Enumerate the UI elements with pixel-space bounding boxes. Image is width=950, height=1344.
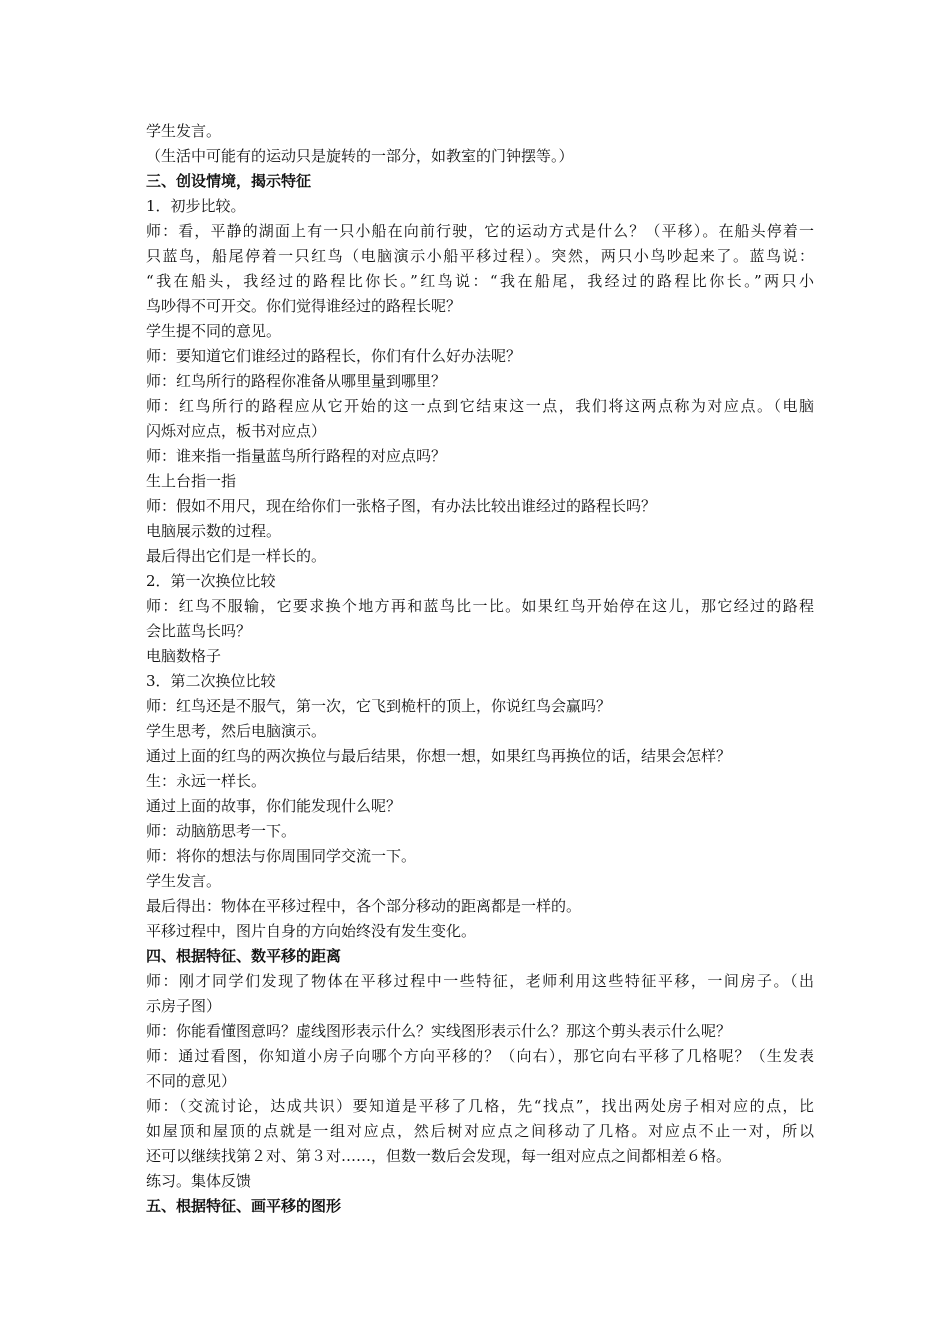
- body-line: 2．第一次换位比较: [146, 572, 276, 590]
- body-line: “我在船头，我经过的路程比你长。”红鸟说：“我在船尾，我经过的路程比你长。”两只小: [146, 272, 814, 290]
- body-line: 练习。集体反馈: [146, 1172, 252, 1190]
- section-heading: 四、根据特征、数平移的距离: [146, 947, 342, 965]
- body-line: 示房子图）: [146, 997, 222, 1015]
- body-line: 鸟吵得不可开交。你们觉得谁经过的路程长呢？: [146, 297, 462, 315]
- body-line: 生：永远一样长。: [146, 772, 267, 790]
- body-line: 通过上面的红鸟的两次换位与最后结果，你想一想，如果红鸟再换位的话，结果会怎样？: [146, 747, 732, 765]
- section-heading: 三、创设情境，揭示特征: [146, 172, 312, 190]
- body-line: 电脑展示数的过程。: [146, 522, 282, 540]
- body-line: 师：动脑筋思考一下。: [146, 822, 297, 840]
- body-line: 师：（交流讨论，达成共识）要知道是平移了几格，先“找点”，找出两处房子相对应的点，比: [146, 1097, 814, 1115]
- body-line: 通过上面的故事，你们能发现什么呢？: [146, 797, 402, 815]
- body-line: 生上台指一指: [146, 472, 237, 490]
- section-heading: 五、根据特征、画平移的图形: [146, 1197, 342, 1215]
- body-line: 师：谁来指一指量蓝鸟所行路程的对应点吗？: [146, 447, 447, 465]
- body-line: 学生发言。: [146, 872, 222, 890]
- body-line: 会比蓝鸟长吗？: [146, 622, 252, 640]
- body-line: 师：红鸟所行的路程你准备从哪里量到哪里？: [146, 372, 447, 390]
- body-line: 师：将你的想法与你周围同学交流一下。: [146, 847, 417, 865]
- body-line: 师：刚才同学们发现了物体在平移过程中一些特征，老师利用这些特征平移，一间房子。（出: [146, 972, 814, 990]
- document-page: [146, 119, 814, 1219]
- body-line: 学生提不同的意见。: [146, 322, 282, 340]
- body-line: 3．第二次换位比较: [146, 672, 276, 690]
- body-line: 最后得出它们是一样长的。: [146, 547, 327, 565]
- body-line: 师：红鸟还是不服气，第一次，它飞到桅杆的顶上，你说红鸟会赢吗？: [146, 697, 612, 715]
- body-line: 师：红鸟所行的路程应从它开始的这一点到它结束这一点，我们将这两点称为对应点。（电脑: [146, 397, 814, 415]
- body-line: （生活中可能有的运动只是旋转的一部分，如教室的门钟摆等。）: [146, 147, 574, 165]
- body-line: 师：你能看懂图意吗？虚线图形表示什么？实线图形表示什么？那这个剪头表示什么呢？: [146, 1022, 732, 1040]
- body-line: 还可以继续找第２对、第３对……，但数一数后会发现，每一组对应点之间都相差６格。: [146, 1147, 732, 1165]
- body-line: 只蓝鸟，船尾停着一只红鸟（电脑演示小船平移过程）。突然，两只小鸟吵起来了。蓝鸟说：: [146, 247, 814, 265]
- body-line: 1．初步比较。: [146, 197, 246, 215]
- body-line: 师：假如不用尺，现在给你们一张格子图，有办法比较出谁经过的路程长吗？: [146, 497, 657, 515]
- body-line: 师：红鸟不服输，它要求换个地方再和蓝鸟比一比。如果红鸟开始停在这儿，那它经过的路程: [146, 597, 814, 615]
- body-line: 闪烁对应点，板书对应点）: [146, 422, 327, 440]
- body-line: 学生发言。: [146, 122, 222, 140]
- body-line: 师：要知道它们谁经过的路程长，你们有什么好办法呢？: [146, 347, 522, 365]
- body-line: 不同的意见）: [146, 1072, 237, 1090]
- body-line: 平移过程中，图片自身的方向始终没有发生变化。: [146, 922, 477, 940]
- body-line: 师：通过看图，你知道小房子向哪个方向平移的？（向右），那它向右平移了几格呢？（生发表: [146, 1047, 814, 1065]
- body-line: 如屋顶和屋顶的点就是一组对应点，然后树对应点之间移动了几格。对应点不止一对，所以: [146, 1122, 814, 1140]
- body-line: 师：看，平静的湖面上有一只小船在向前行驶，它的运动方式是什么？（平移）。在船头停着一: [146, 222, 814, 240]
- body-line: 电脑数格子: [146, 647, 222, 665]
- body-line: 最后得出：物体在平移过程中，各个部分移动的距离都是一样的。: [146, 897, 582, 915]
- body-line: 学生思考，然后电脑演示。: [146, 722, 327, 740]
